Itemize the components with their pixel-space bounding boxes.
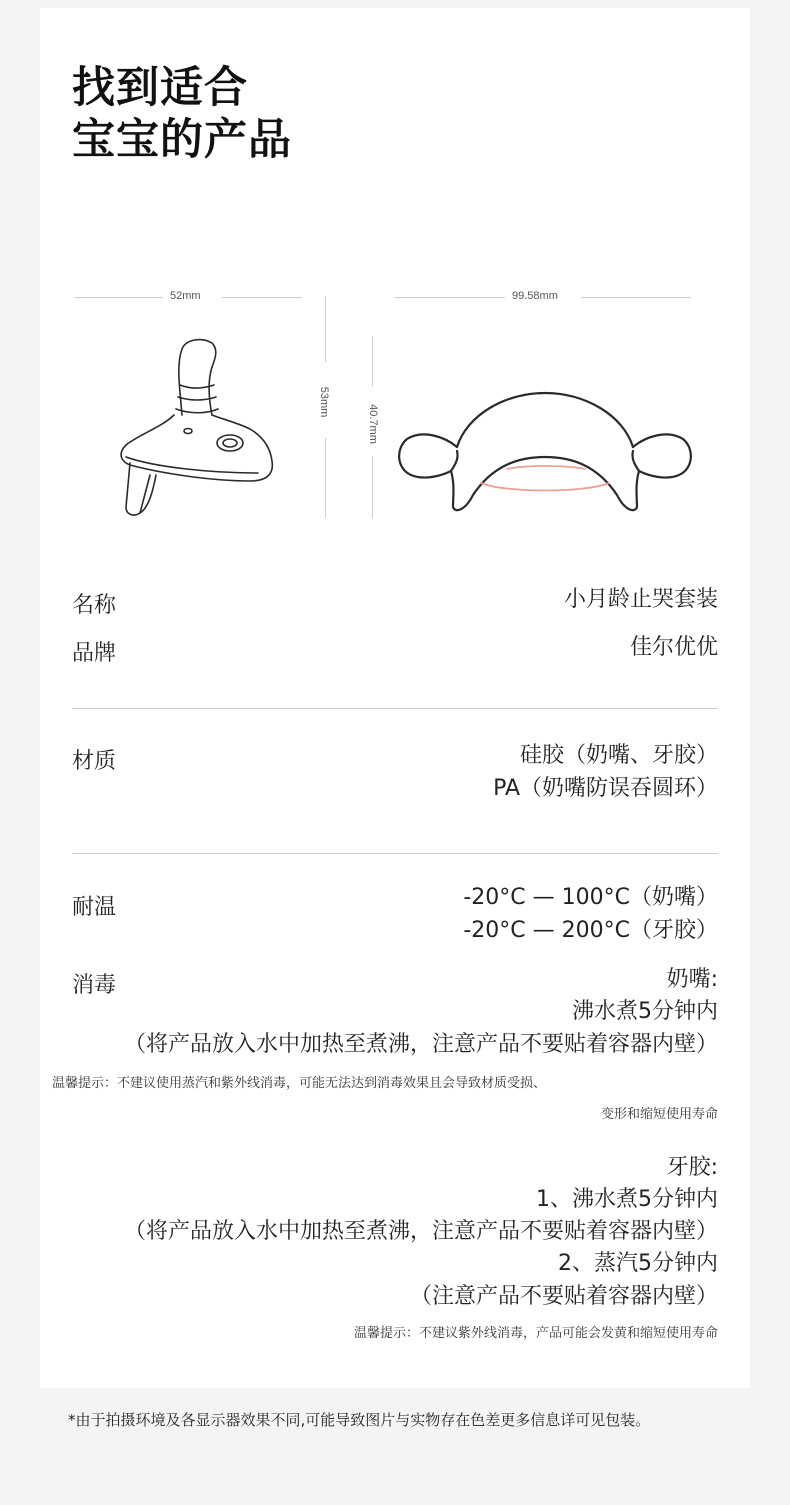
pacifier-tip-1: 温馨提示：不建议使用蒸汽和紫外线消毒，可能无法达到消毒效果且会导致材质受损、 xyxy=(52,1076,547,1091)
material-line-2: PA（奶嘴防误吞圆环） xyxy=(493,776,718,801)
pacifier-disinfect-line-2: （将产品放入水中加热至煮沸，注意产品不要贴着容器内壁） xyxy=(123,1032,718,1057)
brand-value: 佳尔优优 xyxy=(629,635,718,660)
dim-line xyxy=(395,297,505,298)
pacifier-height-label: 53mm xyxy=(318,386,330,418)
teether-width-label: 99.58mm xyxy=(512,290,558,302)
teether-disinfect-line-4: （注意产品不要贴着容器内壁） xyxy=(409,1284,718,1309)
material-label: 材质 xyxy=(72,749,117,774)
name-label: 名称 xyxy=(72,593,117,618)
dim-line xyxy=(372,456,373,518)
dim-line xyxy=(325,296,326,362)
dim-line xyxy=(222,297,302,298)
title-line-2: 宝宝的产品 xyxy=(72,115,292,165)
teether-disinfect-line-2: （将产品放入水中加热至煮沸，注意产品不要贴着容器内壁） xyxy=(123,1219,718,1244)
teether-disinfect-line-3: 2、蒸汽5分钟内 xyxy=(558,1251,718,1276)
pacifier-width-label: 52mm xyxy=(170,290,201,302)
divider xyxy=(72,708,718,709)
pacifier-tip-2: 变形和缩短使用寿命 xyxy=(600,1107,718,1122)
dim-line xyxy=(325,438,326,518)
divider xyxy=(72,853,718,854)
pacifier-disinfect-line-1: 沸水煮5分钟内 xyxy=(572,999,718,1024)
disinfect-label: 消毒 xyxy=(72,973,117,998)
dim-line xyxy=(372,336,373,386)
temperature-line-2: -20°C — 200°C（牙胶） xyxy=(463,918,718,943)
brand-label: 品牌 xyxy=(72,641,117,666)
footnote: *由于拍摄环境及各显示器效果不同,可能导致图片与实物存在色差更多信息详可见包装。 xyxy=(68,1411,651,1429)
pacifier-illustration xyxy=(110,335,285,520)
page-title xyxy=(72,62,292,166)
teether-disinfect-title: 牙胶: xyxy=(666,1155,718,1180)
teether-disinfect-line-1: 1、沸水煮5分钟内 xyxy=(536,1187,718,1212)
name-value: 小月龄止哭套装 xyxy=(563,587,718,612)
teether-height-label: 40.7mm xyxy=(367,404,379,444)
title-line-1: 找到适合 xyxy=(72,63,248,113)
temperature-label: 耐温 xyxy=(72,895,117,920)
dim-line xyxy=(75,297,163,298)
material-line-1: 硅胶（奶嘴、牙胶） xyxy=(519,743,718,768)
teether-illustration xyxy=(395,385,695,520)
dim-line xyxy=(581,297,691,298)
teether-tip: 温馨提示：不建议紫外线消毒，产品可能会发黄和缩短使用寿命 xyxy=(353,1326,718,1341)
product-card xyxy=(40,8,750,1388)
pacifier-disinfect-title: 奶嘴: xyxy=(666,967,718,992)
temperature-line-1: -20°C — 100°C（奶嘴） xyxy=(463,885,718,910)
